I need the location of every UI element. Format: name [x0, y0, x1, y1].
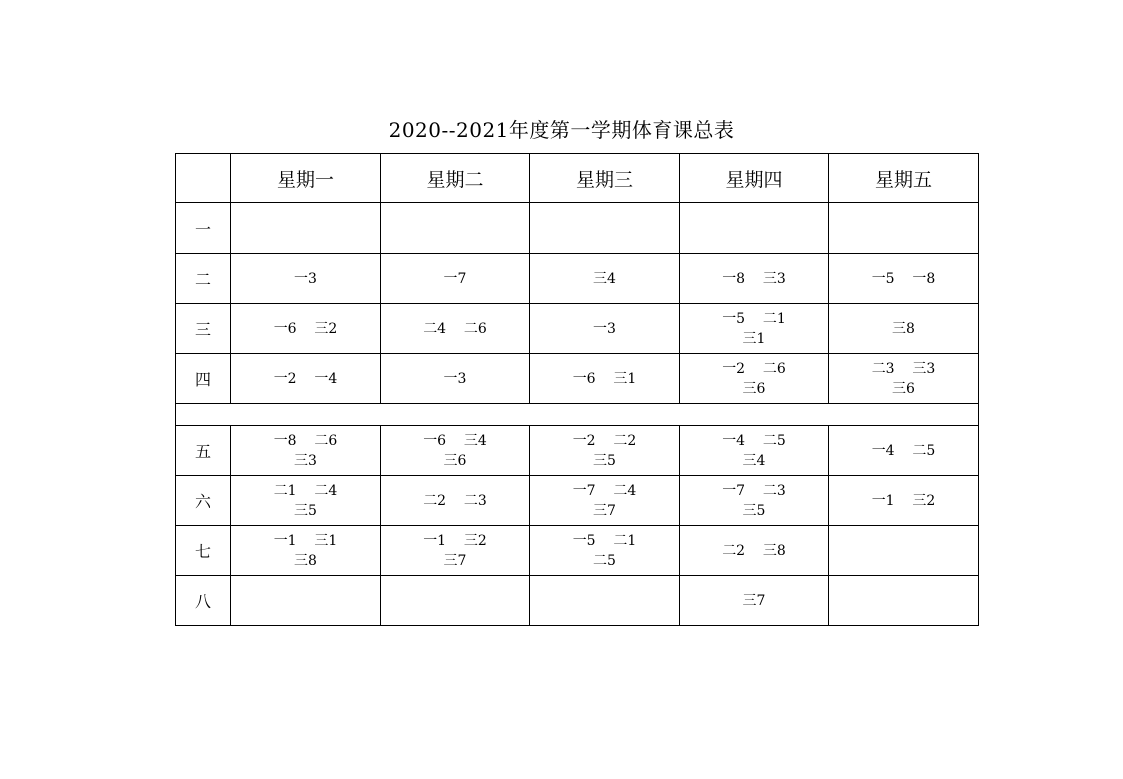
day-header: 星期四: [680, 154, 829, 203]
class-cell: [680, 354, 829, 404]
class-entry: 一1 三1: [273, 532, 338, 549]
period-label: 八: [176, 576, 231, 626]
class-entry: 一4 二5: [722, 432, 786, 449]
class-entry: 一3: [443, 370, 467, 387]
period-label: 四: [176, 354, 231, 404]
class-entry: 一2 二6: [722, 360, 786, 377]
class-entry: 二4 二6: [423, 320, 487, 337]
table-row: [176, 254, 979, 304]
class-cell: [231, 354, 381, 404]
class-cell: [829, 254, 979, 304]
class-entry: 三6: [742, 380, 766, 397]
table-row: [176, 304, 979, 354]
class-cell: [231, 476, 381, 526]
class-entry: 三3: [294, 452, 317, 469]
class-entry: 二5: [593, 552, 616, 569]
class-cell: [231, 304, 381, 354]
table-row: [176, 354, 979, 404]
class-cell: [231, 576, 381, 626]
class-entry: 三4: [742, 452, 766, 469]
class-entry: 一8 三3: [722, 270, 786, 287]
class-cell: [829, 526, 979, 576]
class-cell: [530, 203, 680, 254]
period-label: 六: [176, 476, 231, 526]
class-entry: 三1: [742, 330, 766, 347]
class-cell: [381, 304, 530, 354]
class-entry: 三6: [892, 380, 915, 397]
class-entry: 二2 三8: [722, 542, 786, 559]
class-cell: [231, 426, 381, 476]
class-cell: [829, 576, 979, 626]
page-title: 2020--2021年度第一学期体育课总表: [388, 118, 735, 142]
day-header: 星期一: [231, 154, 381, 203]
class-cell: [680, 476, 829, 526]
class-cell: [381, 526, 530, 576]
class-entry: 一6 三1: [572, 370, 637, 387]
separator-cell: [176, 404, 979, 426]
class-cell: [530, 254, 680, 304]
class-cell: [381, 576, 530, 626]
class-cell: [680, 576, 829, 626]
period-label: 七: [176, 526, 231, 576]
day-header: 星期二: [381, 154, 530, 203]
class-entry: 一3: [294, 270, 317, 287]
class-cell: [381, 254, 530, 304]
class-cell: [530, 304, 680, 354]
class-cell: [829, 203, 979, 254]
period-label: 五: [176, 426, 231, 476]
class-entry: 一1 三2: [871, 492, 936, 509]
class-entry: 三8: [294, 552, 317, 569]
class-cell: [829, 354, 979, 404]
schedule-table: [175, 153, 979, 626]
class-entry: 三7: [742, 592, 766, 609]
class-entry: 一2 一4: [273, 370, 338, 387]
class-cell: [680, 203, 829, 254]
class-entry: 一8 二6: [273, 432, 338, 449]
class-entry: 三5: [742, 502, 766, 519]
class-cell: [680, 526, 829, 576]
separator-row: [176, 404, 979, 426]
class-cell: [231, 203, 381, 254]
class-entry: 二3 三3: [871, 360, 936, 377]
class-cell: [530, 476, 680, 526]
table-row: [176, 476, 979, 526]
class-cell: [680, 254, 829, 304]
table-row: [176, 426, 979, 476]
table-row: [176, 576, 979, 626]
class-entry: 三8: [892, 320, 915, 337]
class-cell: [231, 254, 381, 304]
class-entry: 三5: [294, 502, 317, 519]
class-cell: [829, 476, 979, 526]
class-cell: [381, 203, 530, 254]
class-entry: 一5 二1: [722, 310, 786, 327]
class-entry: 三4: [593, 270, 616, 287]
class-entry: 一2 二2: [572, 432, 637, 449]
day-header: 星期三: [530, 154, 680, 203]
class-entry: 一3: [593, 320, 616, 337]
class-cell: [829, 304, 979, 354]
class-cell: [530, 576, 680, 626]
class-cell: [381, 476, 530, 526]
corner-cell: [176, 154, 231, 203]
class-entry: 一6 三4: [423, 432, 487, 449]
class-cell: [530, 426, 680, 476]
class-entry: 三7: [593, 502, 616, 519]
class-cell: [530, 354, 680, 404]
period-label: 三: [176, 304, 231, 354]
period-label: 二: [176, 254, 231, 304]
day-header: 星期五: [829, 154, 979, 203]
class-cell: [381, 426, 530, 476]
class-entry: 二2 二3: [423, 492, 487, 509]
class-entry: 三7: [443, 552, 467, 569]
class-entry: 三6: [443, 452, 467, 469]
class-entry: 一7 二4: [572, 482, 637, 499]
class-cell: [381, 354, 530, 404]
class-cell: [530, 526, 680, 576]
class-entry: 一7 二3: [722, 482, 786, 499]
class-entry: 一1 三2: [423, 532, 487, 549]
class-entry: 三5: [593, 452, 616, 469]
class-cell: [680, 426, 829, 476]
class-entry: 一5 二1: [572, 532, 637, 549]
class-entry: 一4 二5: [871, 442, 936, 459]
class-cell: [829, 426, 979, 476]
period-label: 一: [176, 203, 231, 254]
class-entry: 二1 二4: [273, 482, 338, 499]
class-cell: [680, 304, 829, 354]
header-row: [176, 154, 979, 203]
table-row: [176, 526, 979, 576]
class-entry: 一5 一8: [871, 270, 936, 287]
class-cell: [231, 526, 381, 576]
table-row: [176, 203, 979, 254]
class-entry: 一6 三2: [273, 320, 338, 337]
class-entry: 一7: [443, 270, 467, 287]
